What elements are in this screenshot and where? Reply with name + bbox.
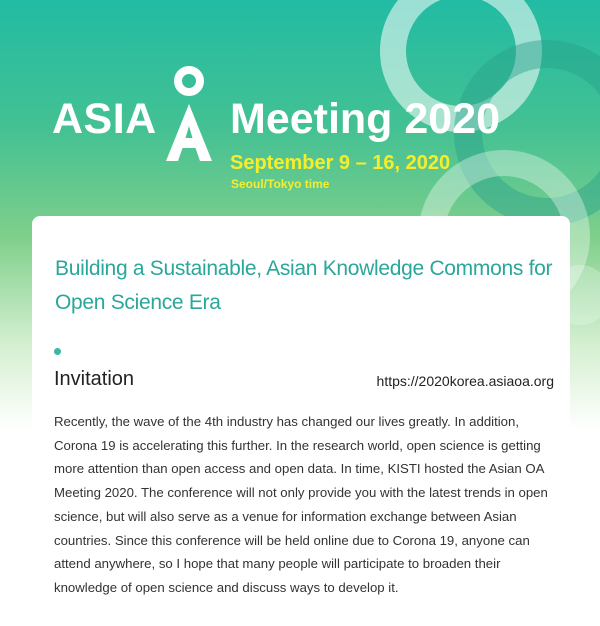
oa-logo-icon — [162, 64, 216, 164]
banner-title-left: ASIA — [52, 95, 157, 143]
headline: Building a Sustainable, Asian Knowledge Commons for Open Science Era — [55, 257, 553, 314]
invitation-body: Recently, the wave of the 4th industry has changed our lives greatly. In addition, Corona 19 is accelerating this further. In the research world, open science is getting more attention than open access and open data. In time, KISTI hosted the Asian OA Meeting 2020. The conference will not only provide you with the latest trends in open science, but will also serve as a venue for information exchange between Asian countries. Since this conference will be held online due to Corona 19, anyone can attend anywhere, so I hope that many people will participate to broaden their knowledge of open science and discuss ways to develop it. — [54, 414, 548, 595]
event-dates: September 9 – 16, 2020 — [230, 152, 451, 174]
bullet-dot-icon — [54, 348, 61, 355]
banner-title-right: Meeting 2020 — [230, 95, 501, 143]
section-title: Invitation — [54, 368, 135, 390]
event-timezone: Seoul/Tokyo time — [231, 177, 330, 191]
website-link[interactable]: https://2020korea.asiaoa.org — [376, 373, 554, 389]
